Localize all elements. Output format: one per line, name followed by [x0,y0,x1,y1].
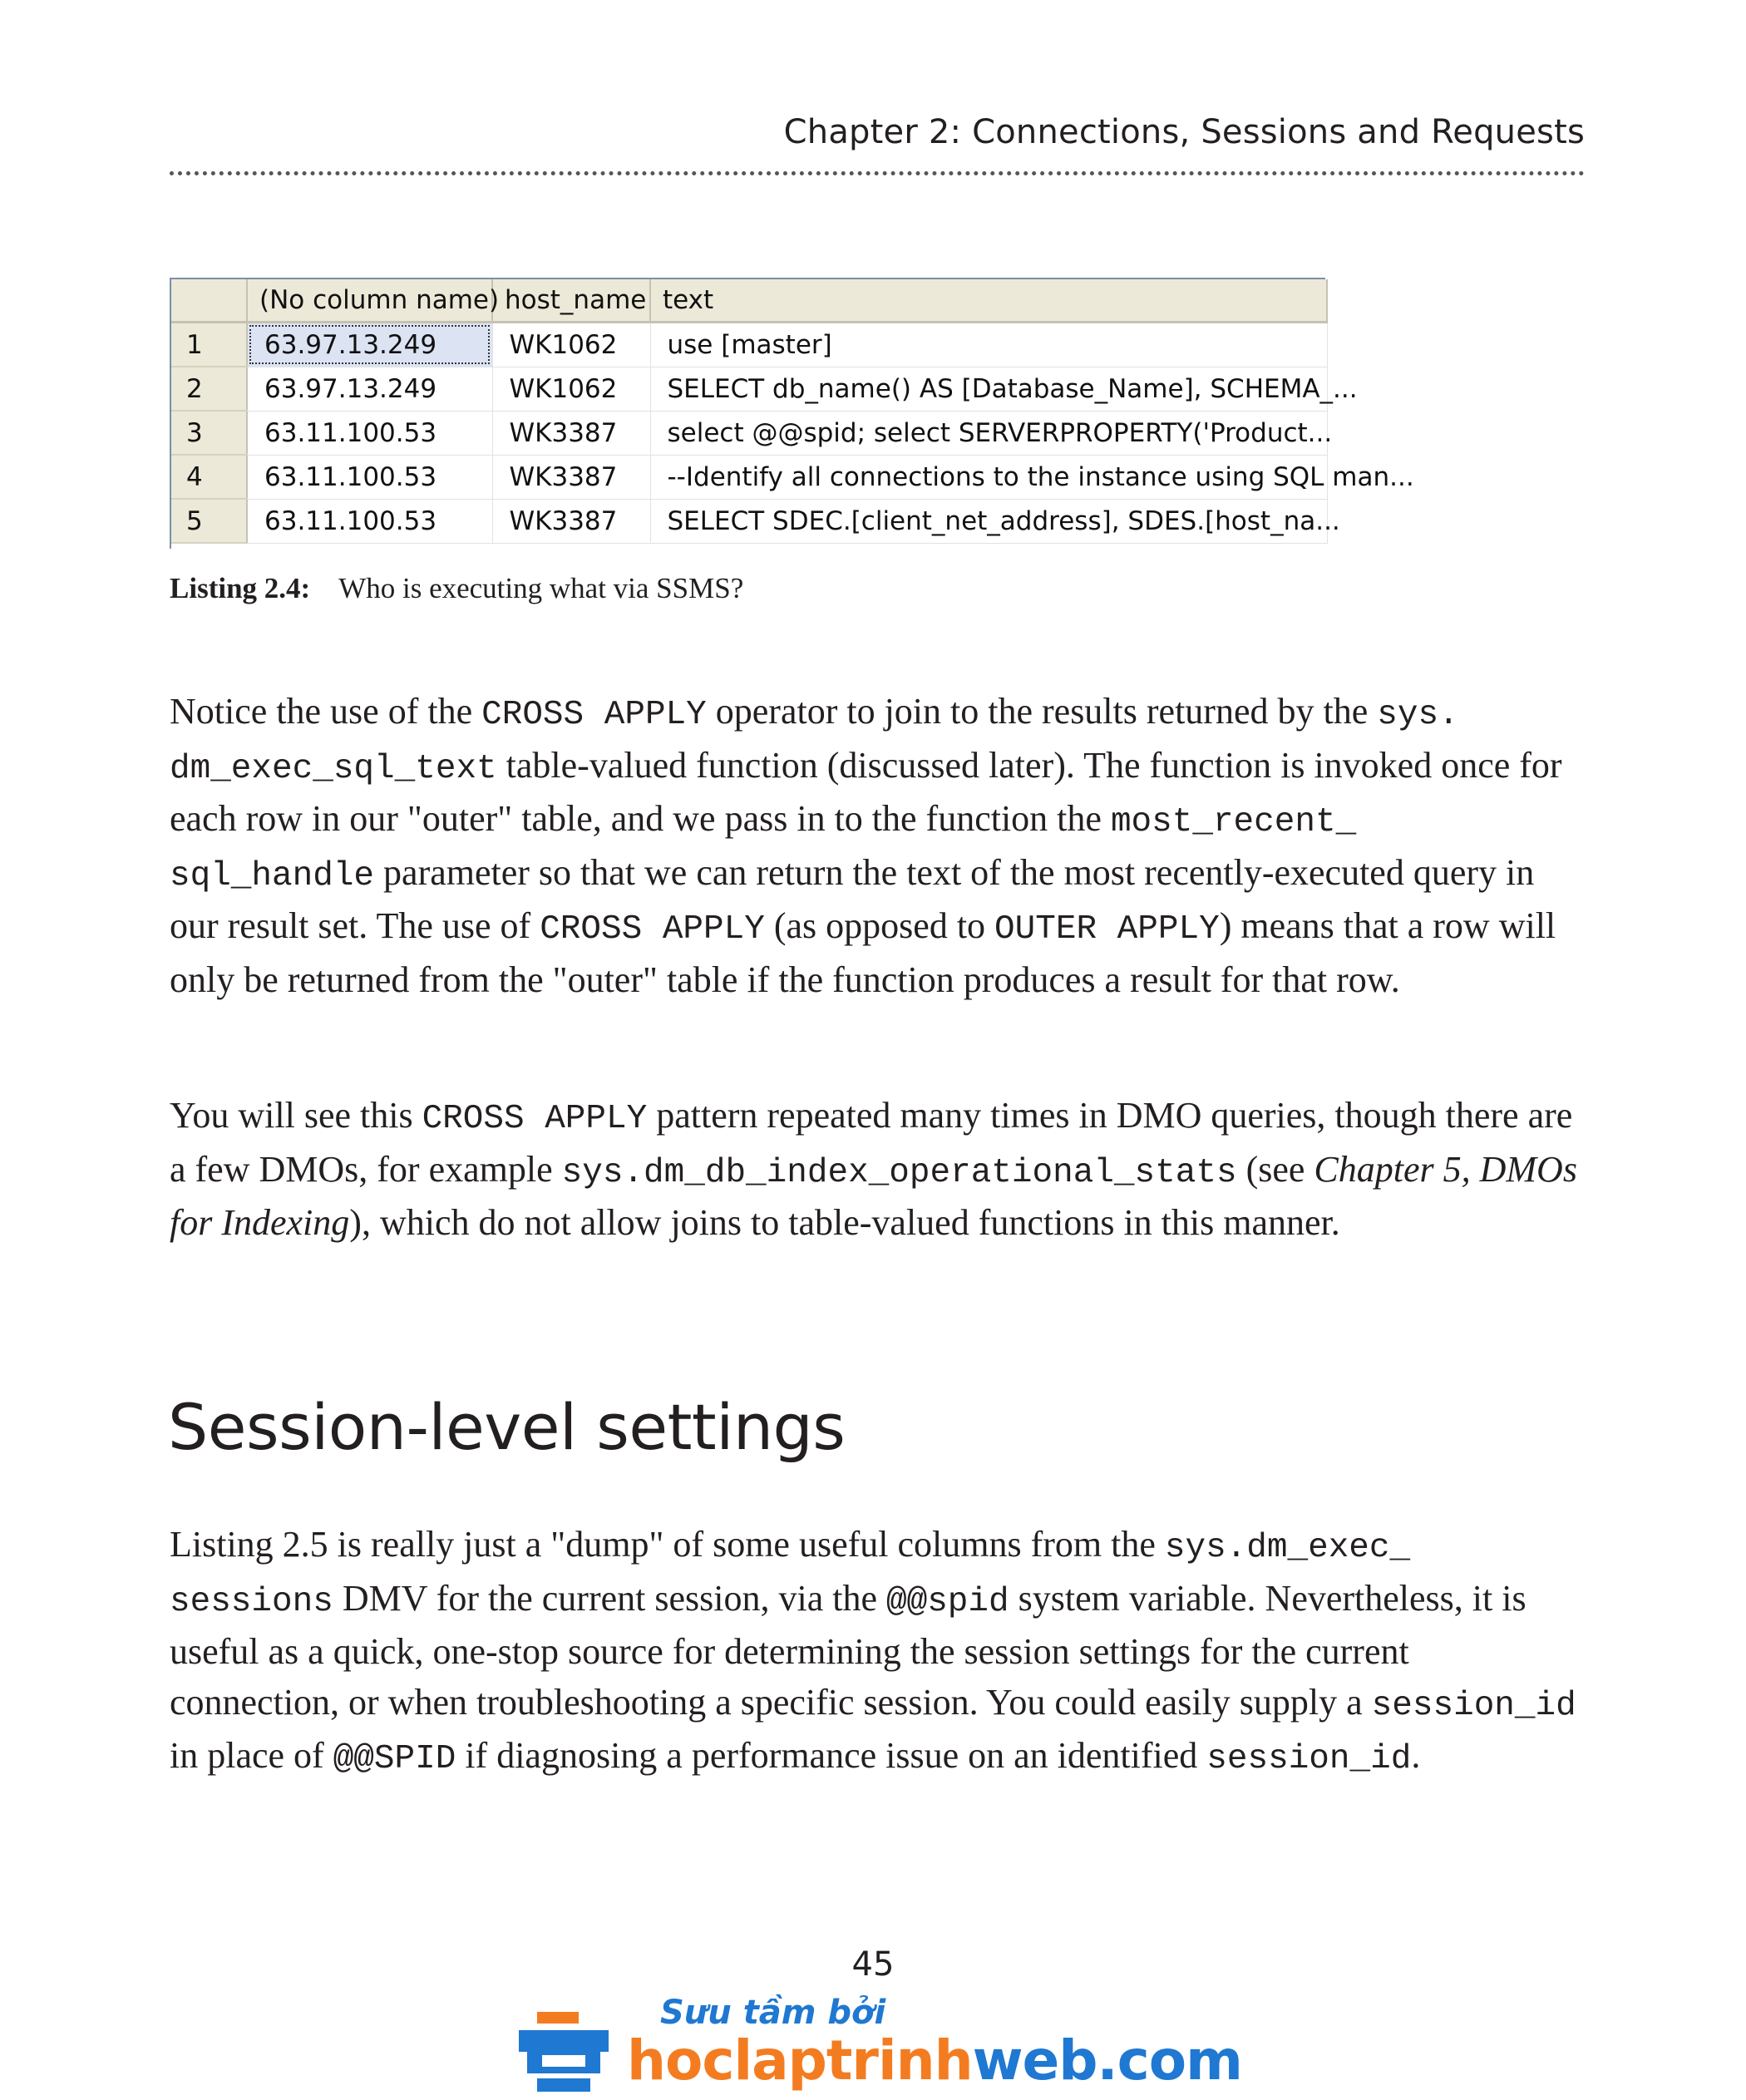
text-run: DMV for the current session, via the [333,1577,886,1619]
text-run: Listing 2.5 is really just a "dump" of some useful columns from the [170,1524,1165,1565]
table-cell: SELECT db_name() AS [Database_Name], SCHEMA_... [650,367,1327,411]
inline-code: CROSS APPLY [422,1100,648,1138]
watermark [519,1994,1242,2100]
inline-code: CROSS APPLY [540,910,765,949]
table-row [171,499,1327,543]
inline-code: sessions [170,1582,333,1621]
table-row [171,367,1327,411]
inline-code: CROSS APPLY [481,696,707,734]
inline-code: sys.dm_exec_ [1164,1529,1411,1567]
text-run: table-valued function (discussed later). The function is invoked once for each row in our "outer" table, and we pass in to the function the [170,744,1562,839]
text-run: ) means that a row will only be returned from the "outer" table if the function produces a result for that row. [170,905,1556,1000]
watermark-site-part1: hoclaptrinh [627,2029,973,2093]
text-run: operator to join to the results returned by the [706,691,1378,732]
inline-code: OUTER APPLY [994,910,1220,949]
table-row [171,323,1327,367]
inline-code: sys.dm_db_index_operational_stats [561,1153,1237,1192]
text-run: in place of [170,1735,333,1776]
page-number: 45 [851,1945,895,1984]
paragraph-cross-apply [170,687,1583,1005]
inline-code: session_id [1371,1686,1576,1725]
column-header-text: text [650,279,1327,323]
watermark-tagline: Sưu tầm bởi [660,1994,886,2032]
results-header-row [171,279,1327,323]
table-cell: use [master] [650,323,1327,367]
table-cell: SELECT SDEC.[client_net_address], SDES.[host_na... [650,499,1327,543]
table-cell: WK3387 [492,411,650,455]
table-cell: WK1062 [492,323,650,367]
table-cell: WK1062 [492,367,650,411]
text-run: parameter so that we can return the text of the most recently-executed query in our result set. The use of [170,851,1535,946]
header-dotted-rule [170,171,1585,175]
watermark-site [627,2029,1242,2093]
text-run: (as opposed to [764,905,995,946]
inline-code: session_id [1206,1740,1412,1778]
results-table [171,279,1414,544]
table-cell: select @@spid; select SERVERPROPERTY('Product... [650,411,1327,455]
inline-code: sql_handle [170,856,375,895]
table-cell-selected: 63.97.13.249 [247,323,492,367]
caption-label: Listing 2.4: [170,572,311,604]
text-run: Notice the use of the [170,691,482,732]
inline-code: @@spid [886,1582,1009,1621]
row-number: 2 [171,367,247,411]
paragraph-session-settings [170,1520,1583,1785]
table-cell: 63.97.13.249 [247,367,492,411]
table-cell: 63.11.100.53 [247,411,492,455]
text-run: if diagnosing a performance issue on an identified [456,1735,1207,1776]
column-header-host-name: host_name [492,279,650,323]
table-cell: WK3387 [492,455,650,499]
text-run: (see [1236,1148,1314,1190]
italic-reference: Chapter 5, DMOs for Indexing [170,1148,1577,1243]
text-run: You will see this [170,1095,422,1136]
results-grid [170,278,1414,549]
row-number: 1 [171,323,247,367]
listing-caption [170,572,743,605]
watermark-logo-icon [519,2012,609,2095]
table-cell: --Identify all connections to the instance using SQL man... [650,455,1327,499]
text-run: . [1411,1735,1421,1776]
table-row [171,455,1327,499]
text-run: system variable. Nevertheless, it is useful as a quick, one-stop source for determining the session settings for the current connection, or when troubleshooting a specific session. You could easily supply a [170,1577,1527,1723]
inline-code: most_recent_ [1110,803,1357,841]
running-head: Chapter 2: Connections, Sessions and Requests [783,113,1585,151]
watermark-site-part2: web.com [972,2029,1242,2093]
row-number: 3 [171,411,247,455]
table-cell: 63.11.100.53 [247,499,492,543]
table-cell: 63.11.100.53 [247,455,492,499]
column-header-no-column-name: (No column name) [247,279,492,323]
row-number: 5 [171,499,247,543]
table-cell: WK3387 [492,499,650,543]
inline-code: sys. [1377,696,1459,734]
table-row [171,411,1327,455]
caption-text: Who is executing what via SSMS? [338,572,744,604]
row-number: 4 [171,455,247,499]
paragraph-dmo-pattern [170,1091,1583,1249]
section-heading: Session-level settings [168,1390,846,1464]
inline-code: @@SPID [333,1740,456,1778]
column-header-rownum [171,279,247,323]
text-run: ), which do not allow joins to table-valued functions in this manner. [349,1202,1340,1243]
inline-code: dm_exec_sql_text [170,749,497,788]
text-run: pattern repeated many times in DMO queries, though there are a few DMOs, for example [170,1095,1573,1190]
